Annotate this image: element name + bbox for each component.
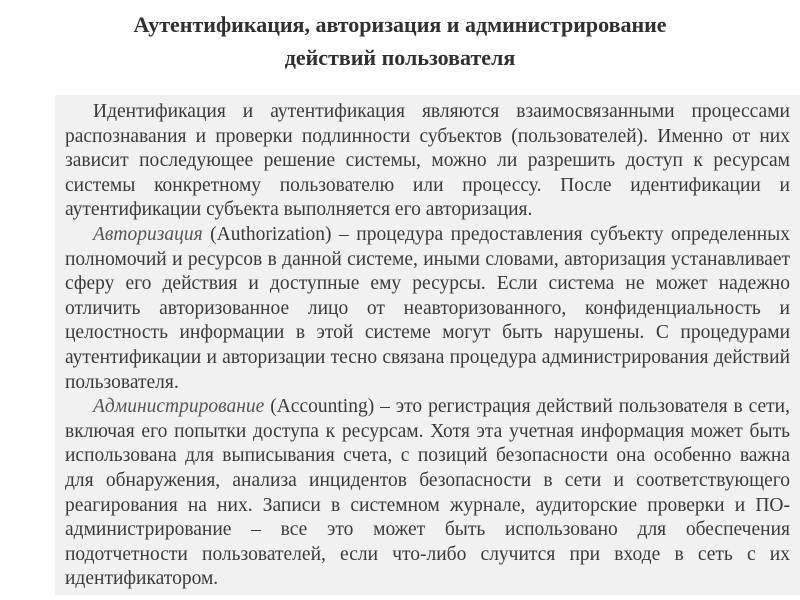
paragraph-accounting-text: (Accounting) – это регистрация действий пользователя в сети, включая его попытки доступа к ресурсам. Хотя эта учетная информация может быть использована для выписывания счета, с позиций безопасности она особенно важна для обнаружения, анализа инцидентов безопасности в сети и соответствующего реагирования на них. Записи в системном журнале, аудиторские проверки и ПО-администрирование – все это может быть использовано для обеспечения подотчетности пользователей, если что-либо случится при входе в сеть с их идентификатором. [65, 396, 790, 590]
term-accounting: Администрирование [93, 396, 265, 418]
paragraph-accounting [65, 395, 790, 592]
paragraph-identification [65, 100, 790, 223]
page-title [0, 8, 800, 74]
body-text [65, 100, 790, 592]
paragraph-authorization-text: (Authorization) – процедура предоставления субъекту определенных полномочий и ресурсов в данной системе, иными словами, авторизация устанавливает сферу его действия и доступные ему ресурсы. Если система не может надежно отличить авторизованное лицо от неавторизованного, конфиденциальность и целостность информации в этой системе могут быть нарушены. С процедурами аутентификации и авторизации тесно связана процедура администрирования действий пользователя. [65, 223, 790, 393]
scanned-text-block [55, 95, 800, 595]
term-authorization: Авторизация [93, 223, 203, 245]
paragraph-identification-text: Идентификация и аутентификация являются взаимосвязанными процессами распознавания и проверки подлинности субъектов (пользователей). Именно от них зависит последующее решение системы, можно ли разрешить доступ к ресурсам системы конкретному пользователю или процессу. После идентификации и аутентификации субъекта выполняется его авторизация. [65, 101, 790, 221]
page-title-line-1: Аутентификация, авторизация и администрирование [133, 12, 667, 37]
paragraph-authorization [65, 223, 790, 395]
page-title-line-2: действий пользователя [284, 45, 516, 70]
